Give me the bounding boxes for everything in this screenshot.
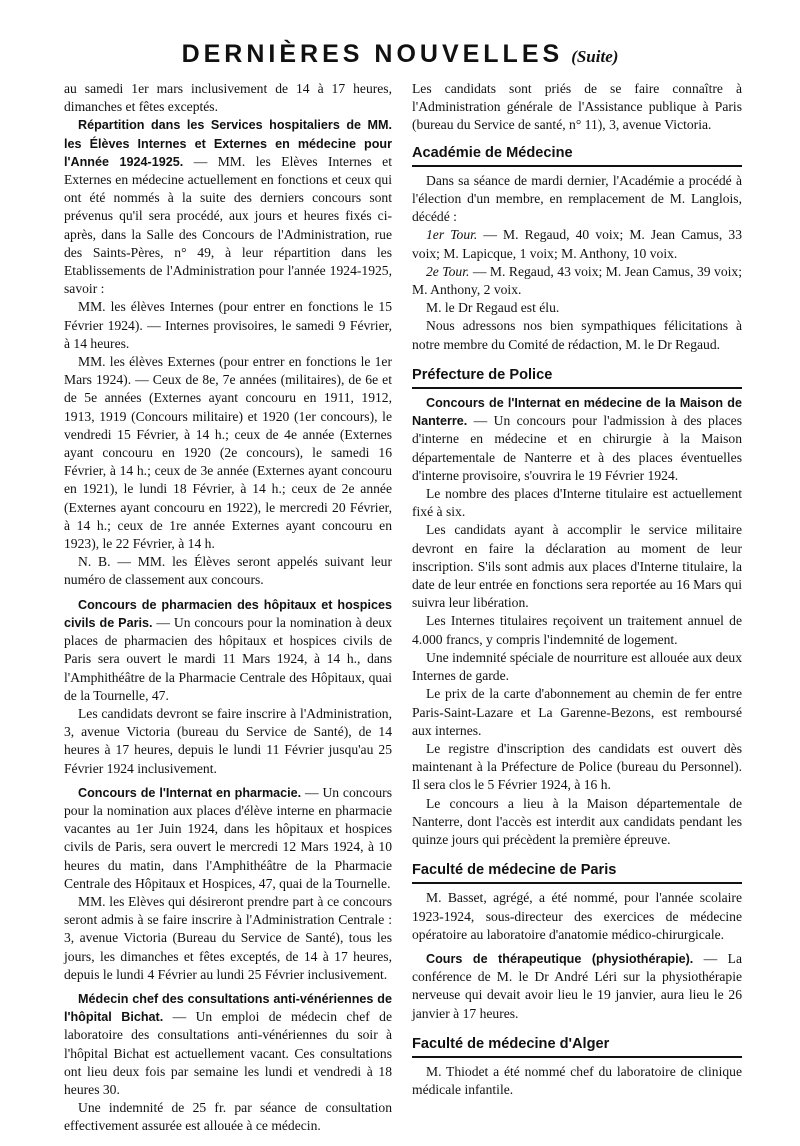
round-label: 1er Tour. — [426, 227, 478, 243]
paragraph — [412, 317, 742, 353]
paragraph-text: — M. Regaud, 40 voix; M. Jean Camus, 33 voix; M. Lapicque, 1 voix; M. Anthony, 10 voix. — [412, 227, 742, 261]
paragraph — [412, 80, 742, 135]
paragraph-text: Les Internes titulaires reçoivent un traitement annuel de 4.000 francs, y compris l'indemnité de logement. — [412, 613, 742, 647]
paragraph-text: Les candidats devront se faire inscrire à l'Administration, 3, avenue Victoria (bureau du Service de Santé), de 14 heures à 17 heures, depuis le lundi 11 Février jusqu'au 25 Février 1924 inclusivement. — [64, 705, 392, 776]
paragraph-heading: Concours de l'Internat en pharmacie. — [78, 785, 302, 800]
paragraph-text: M. Basset, agrégé, a été nommé, pour l'année scolaire 1923-1924, sous-directeur des exercices de médecine opératoire au laboratoire d'anatomie médico-chirurgicale. — [412, 890, 742, 942]
left-column — [64, 80, 392, 1136]
paragraph — [64, 353, 392, 553]
paragraph-text: Les candidats sont priés de se faire connaître à l'Administration générale de l'Assistance publique à Paris (bureau du Service de santé, n° 11), 3, avenue Victoria. — [412, 81, 742, 133]
paragraph-heading: Répartition dans les Services hospitaliers de MM. les Élèves Internes et Externes en médecine pour l'Année 1924-1925. — [64, 118, 392, 169]
paragraph-text: Le nombre des places d'Interne titulaire est actuellement fixé à six. — [412, 486, 742, 520]
paragraph-text: — M. Regaud, 43 voix; M. Jean Camus, 39 voix; M. Anthony, 2 voix. — [412, 263, 742, 298]
paragraph-text: — Un emploi de médecin chef de laboratoire des consultations anti-vénériennes du soir à l'hôpital Bichat est actuellement vacant. Ces consultations ont lieu deux fois par semaine les lundi et vendredi à 18 heures 30. — [64, 1009, 392, 1097]
paragraph-text: au samedi 1er mars inclusivement de 14 à 17 heures, dimanches et fêtes exceptés. — [64, 81, 392, 115]
paragraph — [412, 889, 742, 944]
paragraph-text: Une indemnité spéciale de nourriture est allouée aux deux Internes de garde. — [412, 649, 742, 684]
paragraph — [412, 172, 742, 227]
paragraph — [64, 298, 392, 353]
paragraph — [412, 263, 742, 299]
paragraph — [412, 299, 742, 317]
paragraph-text: Les candidats ayant à accomplir le service militaire devront en faire la déclaration au moment de leur inscription. S'ils sont admis aux places d'Interne titulaire, la date de leur entrée en fonctions sera reportée au 16 Mars qui suivra leur libération. — [412, 522, 742, 611]
paragraph-heading: Cours de thérapeutique (physiothérapie). — [426, 951, 694, 966]
paragraph — [412, 485, 742, 521]
paragraph-text: N. B. — MM. les Élèves seront appelés suivant leur numéro de classement aux concours. — [64, 554, 392, 588]
paragraph-text: Nous adressons nos bien sympathiques félicitations à notre membre du Comité de rédaction, M. le Dr Regaud. — [412, 318, 742, 352]
paragraph — [412, 1063, 742, 1099]
paragraph-text: — Un concours pour l'admission à des places d'interne en médecine et en chirurgie à la Maison départementale de Nanterre et à des places éventuelles d'interne provisoire, s'ouvrira le 19 Février 1924. — [412, 413, 742, 483]
paragraph-text: M. le Dr Regaud est élu. — [426, 300, 560, 316]
paragraph-text: — Un concours pour la nomination à deux places de pharmacien des hôpitaux et hospices civils de Paris sera ouvert le mardi 11 Mars 1924, à 14 h., dans l'Amphithéâtre de la Pharmacie Centrale des Hôpitaux, quai de la Tournelle, 47. — [64, 614, 392, 703]
paragraph-heading: Médecin chef des consultations anti-vénériennes de l'hôpital Bichat. — [64, 991, 392, 1025]
paragraph — [412, 795, 742, 850]
header-suite: (Suite) — [571, 47, 619, 66]
paragraph-text: MM. les élèves Externes (pour entrer en fonctions le 1er Mars 1924). — Ceux de 8e, 7e années (militaires), de 6e et de 5e années (Externes ayant concouru en 1911, 1912, 1913, 1919 (Concours militaire) et 1920 (1er concours), le vendredi 15 Février, à 14 h.; ceux de 4e année (Externes ayant concouru en 1920 (2e concours), le samedi 16 Février, à 14 h.; ceux de 3e année (Externes ayant concouru en 1921), le lundi 18 Février, à 14 h.; ceux de 2e année (Externes ayant concouru en 1922), le mercredi 20 Février, à 14 h.; ceux de 1re année Externes ayant concouru en 1923), le 22 Février, à 14 h. — [64, 354, 392, 552]
paragraph — [64, 784, 392, 893]
paragraph-text: MM. les Elèves qui désireront prendre part à ce concours seront admis à se faire inscrire à l'Administration Centrale : 3, avenue Victoria (Bureau du Service de Santé), tous les jours, les dimanches et fêtes exceptés, de 14 à 17 heures, depuis le lundi 4 Février au lundi 25 Février inclusivement. — [64, 893, 392, 982]
paragraph — [64, 705, 392, 778]
paragraph-heading: Concours de pharmacien des hôpitaux et hospices civils de Paris. — [64, 597, 392, 630]
paragraph-text: MM. les élèves Internes (pour entrer en fonctions le 15 Février 1924). — Internes provisoires, le samedi 9 Février, à 14 heures. — [64, 299, 392, 351]
section-heading: Faculté de médecine d'Alger — [412, 1035, 742, 1058]
paragraph — [412, 612, 742, 648]
paragraph — [64, 893, 392, 984]
paragraph — [64, 1099, 392, 1135]
paragraph-text: Le registre d'inscription des candidats est ouvert dès maintenant à la Préfecture de Police (bureau du Personnel). Il sera clos le 5 Février 1924, à 16 h. — [412, 740, 742, 793]
header-title: DERNIÈRES NOUVELLES — [181, 40, 564, 68]
paragraph-text: Une indemnité de 25 fr. par séance de consultation effectivement assurée est allouée à ce médecin. — [64, 1100, 392, 1134]
section-heading: Académie de Médecine — [412, 144, 742, 167]
paragraph-text: — Un concours pour la nomination aux places d'élève interne en pharmacie vacantes au 1er Juin 1924, dans les hôpitaux et hospices civils de Paris, sera ouvert le mercredi 12 Mars 1924, à 10 heures du matin, dans l'Amphithéâtre de la Pharmacie Centrale des Hôpitaux et Hospices, 47, quai de la Tournelle. — [64, 784, 392, 891]
paragraph — [412, 685, 742, 740]
paragraph — [412, 649, 742, 685]
paragraph — [412, 394, 742, 485]
paragraph-text: Le prix de la carte d'abonnement au chemin de fer entre Paris-Saint-Lazare et La Garenne-Bezons, est remboursé aux internes. — [412, 686, 742, 738]
paragraph — [412, 521, 742, 612]
paragraph — [64, 80, 392, 116]
page-header — [0, 40, 800, 69]
paragraph — [412, 226, 742, 262]
paragraph-text: — MM. les Elèves Internes et Externes en médecine actuellement en fonctions et ceux qui ont été nommés à la suite des derniers concours sont prévenus qu'il sera procédé, aux jours et heures fixés ci-après, dans la Salle des Concours de l'Administration, rue des Saints-Pères, n° 49, à leur répartition dans les Etablissements de l'Administration pour l'année 1924-1925, savoir : — [64, 153, 392, 297]
paragraph — [64, 596, 392, 705]
paragraph-text: Dans sa séance de mardi dernier, l'Académie a procédé à l'élection d'un membre, en remplacement de M. Langlois, décédé : — [412, 172, 742, 225]
paragraph-text: — La conférence de M. le Dr André Léri sur la physiothérapie nerveuse qui devait avoir lieu le 19 janvier, aura lieu le 26 janvier à 17 heures. — [412, 950, 743, 1021]
paragraph — [64, 553, 392, 589]
paragraph-heading: Concours de l'Internat en médecine de la Maison de Nanterre. — [412, 396, 742, 429]
paragraph-text: M. Thiodet a été nommé chef du laboratoire de clinique médicale infantile. — [412, 1063, 742, 1098]
paragraph-text: Le concours a lieu à la Maison départementale de Nanterre, dont l'accès est interdit aux candidats pendant les quinze jours qui précèdent la première épreuve. — [412, 795, 742, 847]
section-heading: Faculté de médecine de Paris — [412, 861, 742, 884]
paragraph — [412, 950, 742, 1023]
paragraph — [412, 740, 742, 795]
paragraph — [64, 116, 392, 298]
paragraph — [64, 990, 392, 1099]
right-column — [412, 80, 742, 1099]
round-label: 2e Tour. — [426, 263, 470, 279]
section-heading: Préfecture de Police — [412, 366, 742, 389]
